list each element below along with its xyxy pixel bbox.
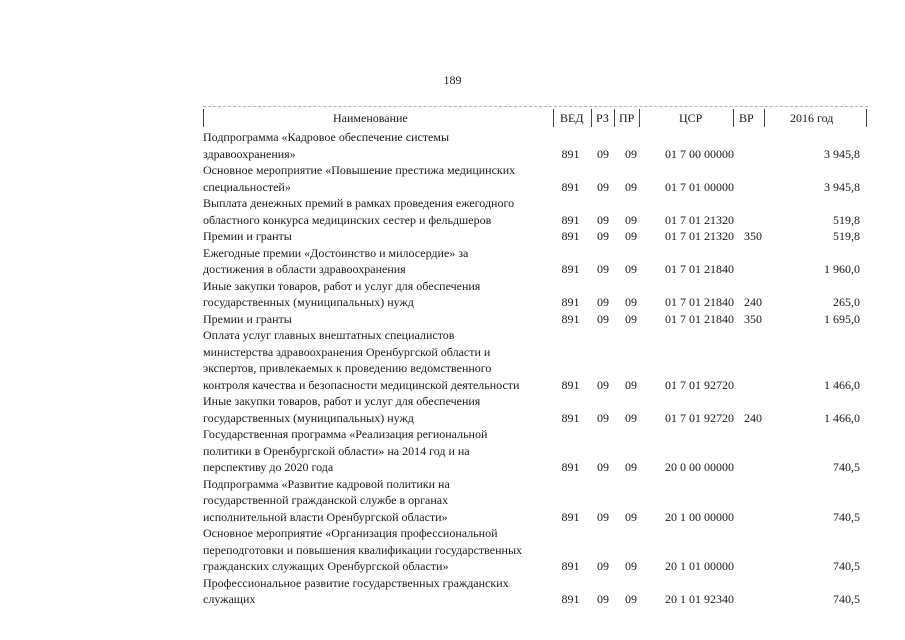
row-name-line: министерства здравоохранения Оренбургской области и xyxy=(203,344,491,359)
row-rz: 09 xyxy=(597,410,609,425)
header-separator xyxy=(764,109,765,127)
row-rz: 09 xyxy=(597,311,609,326)
row-pr: 09 xyxy=(625,212,637,227)
row-vr: 240 xyxy=(744,410,762,425)
row-name xyxy=(203,228,552,245)
row-csr: 01 7 01 21320 xyxy=(665,229,734,243)
row-csr: 01 7 01 21320 xyxy=(665,212,734,227)
row-name xyxy=(203,575,552,608)
row-name xyxy=(203,426,552,476)
table-row xyxy=(203,311,868,328)
row-rz: 09 xyxy=(597,212,609,227)
row-name-line: Иные закупки товаров, работ и услуг для обеспечения xyxy=(203,278,481,293)
row-name xyxy=(203,476,552,526)
row-vr: 240 xyxy=(744,295,762,309)
header-pr: ПР xyxy=(619,111,635,125)
row-name-line: здравоохранения» xyxy=(203,146,296,161)
header-separator xyxy=(591,109,592,127)
table-row xyxy=(203,525,868,575)
row-pr: 09 xyxy=(625,377,637,392)
row-name-line: перспективу до 2020 года xyxy=(203,460,334,474)
row-name-line: Выплата денежных премий в рамках проведения ежегодного xyxy=(203,196,515,210)
row-rz: 09 xyxy=(597,377,609,392)
row-pr: 09 xyxy=(625,592,637,606)
row-name-line: достижения в области здравоохранения xyxy=(203,262,406,276)
row-amount: 740,5 xyxy=(833,592,860,606)
row-csr: 01 7 01 00000 xyxy=(665,179,734,194)
row-vr: 350 xyxy=(744,311,762,326)
row-amount: 265,0 xyxy=(833,295,860,309)
row-name xyxy=(203,245,552,278)
row-amount: 1 466,0 xyxy=(824,410,860,425)
table-row xyxy=(203,476,868,526)
row-name xyxy=(203,525,552,575)
row-pr: 09 xyxy=(625,460,637,474)
row-rz: 09 xyxy=(597,460,609,474)
row-name-line: государственной гражданской службе в органах xyxy=(203,493,449,507)
row-ved: 891 xyxy=(561,311,580,326)
row-name-line: Государственная программа «Реализация региональной xyxy=(203,427,488,441)
row-pr: 09 xyxy=(625,262,637,276)
row-name-line: Основное мероприятие «Повышение престижа медицинских xyxy=(203,163,516,177)
row-ved: 891 xyxy=(561,509,580,524)
row-name-line: Премии и гранты xyxy=(203,229,292,243)
header-separator xyxy=(614,109,615,127)
row-csr: 01 7 01 21840 xyxy=(665,311,734,326)
row-ved: 891 xyxy=(561,179,580,194)
row-name-line: контроля качества и безопасности медицинской деятельности xyxy=(203,377,520,392)
row-amount: 1 466,0 xyxy=(824,377,860,392)
header-csr: ЦСР xyxy=(679,111,703,125)
row-csr: 20 1 01 00000 xyxy=(665,559,734,573)
row-name xyxy=(203,327,552,393)
row-amount: 1 695,0 xyxy=(824,311,860,326)
row-pr: 09 xyxy=(625,229,637,243)
table-row xyxy=(203,327,868,393)
table-row xyxy=(203,426,868,476)
row-rz: 09 xyxy=(597,559,609,573)
header-name: Наименование xyxy=(333,111,408,125)
row-name-line: государственных (муниципальных) нужд xyxy=(203,295,414,309)
row-rz: 09 xyxy=(597,229,609,243)
table-row xyxy=(203,278,868,311)
row-ved: 891 xyxy=(561,229,580,243)
row-ved: 891 xyxy=(561,410,580,425)
row-amount: 3 945,8 xyxy=(824,146,860,161)
row-name xyxy=(203,311,552,328)
row-pr: 09 xyxy=(625,311,637,326)
row-name-line: политики в Оренбургской области» на 2014 год и на xyxy=(203,443,470,458)
table-row xyxy=(203,393,868,426)
header-year: 2016 год xyxy=(790,111,834,125)
row-name-line: гражданских служащих Оренбургской области» xyxy=(203,559,449,573)
row-amount: 1 960,0 xyxy=(824,262,860,276)
row-ved: 891 xyxy=(561,592,580,606)
row-amount: 740,5 xyxy=(833,559,860,573)
row-name-line: переподготовки и повышения квалификации государственных xyxy=(203,542,523,557)
header-separator xyxy=(553,109,554,127)
row-vr: 350 xyxy=(744,229,762,243)
header-separator xyxy=(203,109,204,127)
row-csr: 20 0 00 00000 xyxy=(665,460,734,474)
table-row xyxy=(203,162,868,195)
table-row xyxy=(203,195,868,228)
row-pr: 09 xyxy=(625,146,637,161)
row-csr: 01 7 01 92720 xyxy=(665,410,734,425)
row-name xyxy=(203,162,552,195)
row-pr: 09 xyxy=(625,509,637,524)
row-name-line: областного конкурса медицинских сестер и фельдшеров xyxy=(203,212,492,227)
row-name-line: специальностей» xyxy=(203,179,291,194)
row-csr: 20 1 00 00000 xyxy=(665,509,734,524)
row-name-line: Ежегодные премии «Достоинство и милосердие» за xyxy=(203,245,469,260)
row-pr: 09 xyxy=(625,179,637,194)
row-name-line: Премии и гранты xyxy=(203,311,292,326)
table-body xyxy=(203,129,868,608)
row-name xyxy=(203,278,552,311)
header-separator xyxy=(639,109,640,127)
header-ved: ВЕД xyxy=(560,111,584,125)
row-rz: 09 xyxy=(597,262,609,276)
row-amount: 519,8 xyxy=(833,212,860,227)
row-name-line: Иные закупки товаров, работ и услуг для обеспечения xyxy=(203,394,481,408)
table-row xyxy=(203,129,868,162)
row-ved: 891 xyxy=(561,460,580,474)
header-separator xyxy=(733,109,734,127)
row-ved: 891 xyxy=(561,559,580,573)
header-separator xyxy=(866,109,867,127)
table-row xyxy=(203,228,868,245)
row-ved: 891 xyxy=(561,212,580,227)
row-rz: 09 xyxy=(597,592,609,606)
row-ved: 891 xyxy=(561,295,580,309)
row-amount: 740,5 xyxy=(833,460,860,474)
row-name-line: государственных (муниципальных) нужд xyxy=(203,410,414,425)
row-amount: 519,8 xyxy=(833,229,860,243)
row-name-line: исполнительной власти Оренбургской области» xyxy=(203,509,448,524)
row-amount: 3 945,8 xyxy=(824,179,860,194)
row-pr: 09 xyxy=(625,410,637,425)
row-csr: 01 7 01 21840 xyxy=(665,295,734,309)
row-rz: 09 xyxy=(597,179,609,194)
row-name-line: экспертов, привлекаемых к проведению ведомственного xyxy=(203,361,492,375)
budget-table xyxy=(203,106,868,608)
header-vr: ВР xyxy=(739,111,754,125)
row-rz: 09 xyxy=(597,146,609,161)
row-name-line: Профессиональное развитие государственных гражданских xyxy=(203,575,509,590)
row-csr: 20 1 01 92340 xyxy=(665,592,734,606)
row-rz: 09 xyxy=(597,509,609,524)
row-csr: 01 7 01 92720 xyxy=(665,377,734,392)
row-pr: 09 xyxy=(625,295,637,309)
row-ved: 891 xyxy=(561,146,580,161)
table-row xyxy=(203,245,868,278)
row-name-line: Подпрограмма «Кадровое обеспечение системы xyxy=(203,130,450,144)
page-number: 189 xyxy=(443,73,462,87)
row-name-line: Основное мероприятие «Организация профессиональной xyxy=(203,526,498,540)
row-csr: 01 7 01 21840 xyxy=(665,262,734,276)
row-ved: 891 xyxy=(561,377,580,392)
row-name-line: Подпрограмма «Развитие кадровой политики на xyxy=(203,476,450,491)
header-rz: РЗ xyxy=(596,111,609,125)
row-name-line: служащих xyxy=(203,592,256,606)
row-name xyxy=(203,393,552,426)
table-row xyxy=(203,575,868,608)
row-csr: 01 7 00 00000 xyxy=(665,146,734,161)
table-header xyxy=(203,106,868,129)
row-amount: 740,5 xyxy=(833,509,860,524)
row-rz: 09 xyxy=(597,295,609,309)
row-name xyxy=(203,129,552,162)
row-name-line: Оплата услуг главных внештатных специалистов xyxy=(203,328,455,342)
row-pr: 09 xyxy=(625,559,637,573)
row-name xyxy=(203,195,552,228)
row-ved: 891 xyxy=(561,262,580,276)
